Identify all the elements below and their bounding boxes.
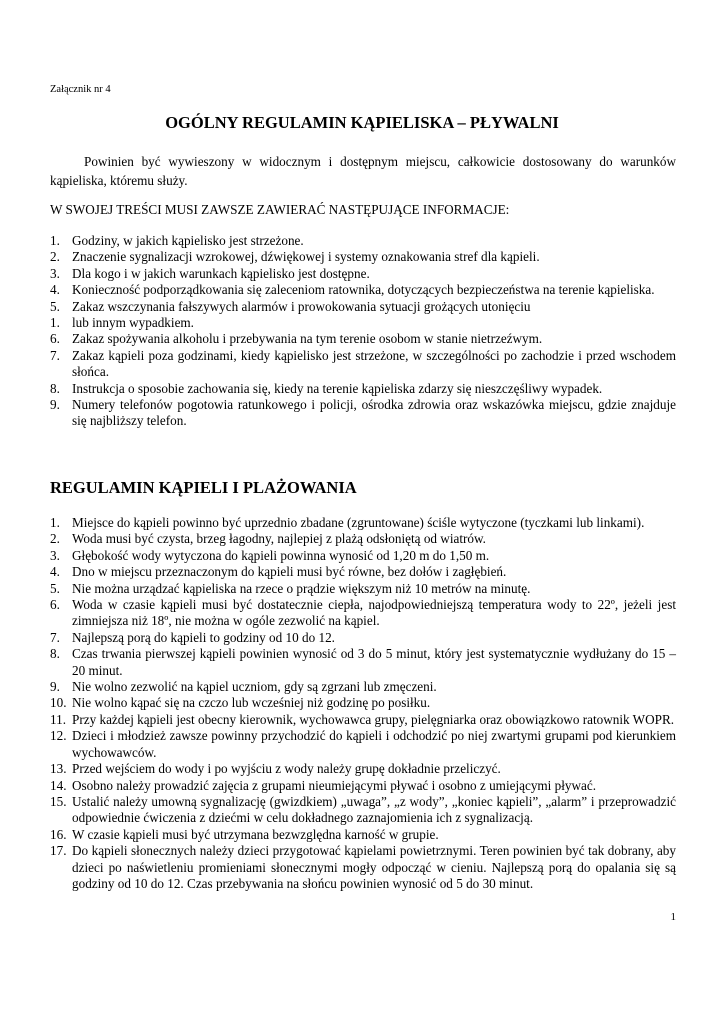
list-item-number: 7. [50, 629, 60, 645]
list-item [50, 348, 676, 381]
list-item-number: 2. [50, 531, 60, 547]
list-item-number: 2. [50, 249, 60, 265]
list-item-number: 12. [50, 728, 67, 744]
list-item-number: 1. [50, 233, 60, 248]
list-item-number: 17. [50, 843, 67, 859]
list-item-text: Przy każdej kąpieli jest obecny kierownik, wychowawca grupy, pielęgniarka oraz obowiązkowo ratownik WOPR. [72, 711, 675, 727]
list-item-text: Do kąpieli słonecznych należy dzieci przygotować kąpielami powietrznymi. Teren powinien być tak dobrany, aby dzieci po naświetleniu promieniami słonecznymi mogły odpocząć w cieniu. Najlepszą porą do opalania się są godziny od 10 do 12. Czas przebywania na słońcu powinien wynosić od 5 do 30 minut. [72, 843, 676, 891]
list-item-number: 8. [50, 646, 60, 662]
page-number: 1 [670, 911, 676, 923]
list-item-text: Czas trwania pierwszej kąpieli powinien wynosić od 3 do 5 minut, który jest systematycznie wydłużany do 15 – 20 minut. [72, 646, 676, 678]
list-item-number: 9. [50, 397, 60, 413]
list-item [50, 233, 676, 249]
list-item-text: Godziny, w jakich kąpielisko jest strzeżone. [72, 233, 304, 248]
list-item-text: Zakaz spożywania alkoholu i przebywania na tym terenie osobom w stanie nietrzeźwym. [72, 331, 543, 347]
list-item-number: 4. [50, 564, 60, 580]
required-info-list [50, 233, 676, 430]
list-item-number: 10. [50, 695, 67, 711]
list-item [50, 299, 676, 315]
list-item [50, 249, 676, 265]
list-item-text: Dno w miejscu przeznaczonym do kąpieli musi być równe, bez dołów i zagłębień. [72, 564, 507, 580]
list-item-number: 3. [50, 547, 60, 563]
list-item-text: Nie wolno zezwolić na kąpiel uczniom, gdy są zgrzani lub zmęczeni. [72, 679, 437, 695]
list-item [50, 581, 676, 597]
list-item-number: 6. [50, 331, 60, 347]
list-item-text: Instrukcja o sposobie zachowania się, kiedy na terenie kąpieliska zdarzy się nieszczęśliwy wypadek. [72, 380, 603, 396]
intro-paragraph: Powinien być wywieszony w widocznym i dostępnym miejscu, całkowicie dostosowany do warunków kąpieliska, któremu służy. [50, 154, 676, 188]
list-item-text: Woda musi być czysta, brzeg łagodny, najlepiej z plażą odsłoniętą od wiatrów. [72, 531, 486, 547]
list-item [50, 282, 676, 298]
list-item-text: W czasie kąpieli musi być utrzymana bezwzględna karność w grupie. [72, 826, 439, 842]
list-item-number: 7. [50, 347, 60, 363]
list-item-text: Konieczność podporządkowania się zaleceniom ratownika, dotyczących bezpieczeństwa na terenie kąpieliska. [72, 282, 655, 298]
list-item [50, 728, 676, 761]
list-item [50, 381, 676, 397]
list-item-number: 14. [50, 777, 67, 793]
list-item-number: 5. [50, 298, 60, 314]
list-item-number: 1. [50, 515, 60, 530]
list-item [50, 778, 676, 794]
list-item [50, 597, 676, 630]
list-item-text: Osobno należy prowadzić zajęcia z grupami nieumiejącymi pływać i osobno z umiejącymi pływać. [72, 777, 597, 793]
list-item [50, 843, 676, 892]
list-item-text: Dzieci i młodzież zawsze powinny przychodzić do kąpieli i odchodzić po niej zwartymi grupami pod kierunkiem wychowawców. [72, 728, 676, 760]
bathing-rules-list [50, 515, 676, 892]
list-item-number: 9. [50, 679, 60, 695]
annex-label: Załącznik nr 4 [50, 84, 111, 95]
list-item [50, 630, 676, 646]
list-item-text: Zakaz kąpieli poza godzinami, kiedy kąpielisko jest strzeżone, w szczególności po zachodzie i przed wschodem słońca. [72, 347, 676, 380]
list-item-number: 11. [50, 711, 66, 727]
list-item-text: Nie można urządzać kąpieliska na rzece o prądzie większym niż 10 metrów na minutę. [72, 580, 531, 596]
list-item-text: Dla kogo i w jakich warunkach kąpielisko jest dostępne. [72, 265, 370, 281]
list-item [50, 695, 676, 711]
list-item-number: 15. [50, 793, 67, 809]
list-item [50, 315, 676, 331]
list-item-text: Najlepszą porą do kąpieli to godziny od 10 do 12. [72, 629, 335, 645]
list-item-number: 4. [50, 282, 60, 298]
list-item [50, 794, 676, 827]
list-item [50, 827, 676, 843]
required-info-heading: W SWOJEJ TREŚCI MUSI ZAWSZE ZAWIERAĆ NASTĘPUJĄCE INFORMACJE: [50, 202, 510, 217]
list-item-text: Przed wejściem do wody i po wyjściu z wody należy grupę dokładnie przeliczyć. [72, 761, 501, 777]
list-item-text: Numery telefonów pogotowia ratunkowego i policji, ośrodka zdrowia oraz wskazówka miejscu, gdzie znajduje się najbliższy telefon. [72, 397, 676, 429]
list-item-text: Miejsce do kąpieli powinno być uprzednio zbadane (zgruntowane) ściśle wytyczone (tyczkami lub linkami). [72, 515, 645, 530]
list-item-text: Głębokość wody wytyczona do kąpieli powinna wynosić od 1,20 m do 1,50 m. [72, 547, 490, 563]
list-item-text: Ustalić należy umowną sygnalizację (gwizdkiem) „uwaga”, „z wody”, „koniec kąpieli”, „alarm” i przeprowadzić odpowiednie ćwiczenia z dziećmi w celu dokładnego zaznajomienia ich z sygnalizacją. [72, 793, 676, 826]
list-item [50, 564, 676, 580]
list-item-number: 5. [50, 580, 60, 596]
list-item-number: 16. [50, 826, 67, 842]
list-item-number: 13. [50, 761, 67, 777]
list-item-number: 1. [50, 315, 60, 331]
list-item-text: Nie wolno kąpać się na czczo lub wcześniej niż godzinę po posiłku. [72, 695, 431, 711]
list-item-number: 6. [50, 597, 60, 613]
list-item-number: 3. [50, 265, 60, 281]
list-item [50, 761, 676, 777]
list-item-text: Znaczenie sygnalizacji wzrokowej, dźwiękowej i systemy oznakowania stref dla kąpieli. [72, 249, 540, 265]
list-item-number: 8. [50, 380, 60, 396]
list-item [50, 548, 676, 564]
list-item [50, 397, 676, 430]
list-item [50, 646, 676, 679]
list-item [50, 531, 676, 547]
list-item [50, 679, 676, 695]
section-title-bathing-rules: REGULAMIN KĄPIELI I PLAŻOWANIA [50, 478, 357, 497]
list-item [50, 266, 676, 282]
list-item-text: Zakaz wszczynania fałszywych alarmów i prowokowania sytuacji grożących utonięciu [72, 298, 531, 314]
list-item [50, 331, 676, 347]
list-item [50, 515, 676, 531]
list-item-text: lub innym wypadkiem. [72, 315, 194, 331]
list-item [50, 712, 676, 728]
list-item-text: Woda w czasie kąpieli musi być dostatecznie ciepła, najodpowiedniejszą temperatura wody to 22º, jeżeli jest zimniejsza niż 18º, nie można w ogóle zezwolić na kąpiel. [72, 597, 676, 629]
document-title: OGÓLNY REGULAMIN KĄPIELISKA – PŁYWALNI [165, 113, 559, 132]
